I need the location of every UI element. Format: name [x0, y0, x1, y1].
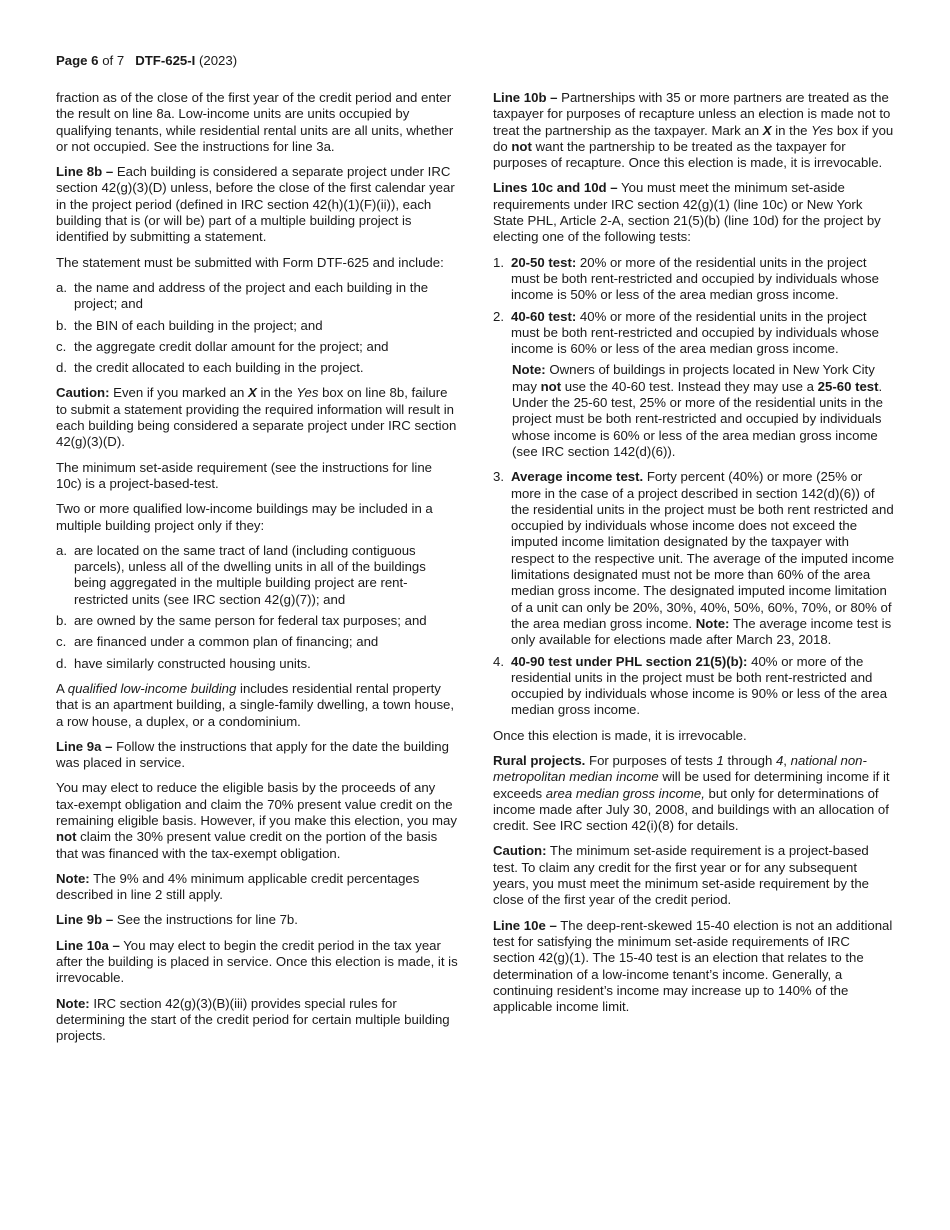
form-year: (2023): [198, 53, 238, 68]
election-paragraph: You may elect to reduce the eligible basis by the proceeds of any tax-exempt obligation and claim the 70% present value credit on the remaining eligible basis. However, if you make this election, you may not claim the 30% present value credit on the portion of the basis that was financed with the tax-exempt obligation.: [56, 780, 457, 861]
list-item: b. the BIN of each building in the project; and: [56, 317, 323, 333]
line-10a-paragraph: Line 10a – You may elect to begin the credit period in the tax year after the building is placed in service. Once this election is made, it is irrevocable.: [56, 937, 458, 986]
list-item: 4. 40-90 test under PHL section 21(5)(b): 40% or more of the residential units in the project must be both rent-restricted and occupied by individuals whose income is 90% or less of the area median gross income.: [493, 653, 888, 718]
line-10c-10d-paragraph: Lines 10c and 10d – You must meet the minimum set-aside requirements under IRC section 42(g)(1) (line 10c) or New York State PHL, Article 2-A, section 21(5)(b) (line 10d) for the project by electing one of the following tests:: [493, 180, 881, 245]
note-credit-percentages: Note: The 9% and 4% minimum applicable credit percentages described in line 2 still apply.: [56, 870, 420, 903]
rural-projects-paragraph: Rural projects. For purposes of tests 1 through 4, national non-metropolitan median income will be used for determining income if it exceeds area median gross income, but only for determinations of income made after July 30, 2008, and buildings with an allocation of credit. See IRC section 42(i)(8) for details.: [493, 752, 890, 834]
line-8b-paragraph: Line 8b – Each building is considered a separate project under IRC section 42(g)(3)(D) unless, before the close of the first calendar year in the project period (defined in IRC section 42(h)(1)(F)(ii)), each building that is (or will be) part of a multiple building project is identified by submitting a statement.: [56, 164, 455, 245]
line-9a-paragraph: Line 9a – Follow the instructions that apply for the date the building was placed in service.: [56, 738, 449, 771]
statement-intro: The statement must be submitted with Form DTF-625 and include:: [56, 254, 444, 270]
min-set-aside-paragraph: The minimum set-aside requirement (see the instructions for line 10c) is a project-based-test.: [56, 459, 432, 491]
list-item: 1. 20-50 test: 20% or more of the residential units in the project must be both rent-restricted and occupied by individuals whose income is 50% or less of the area median gross income.: [493, 254, 879, 303]
list-item: c. the aggregate credit dollar amount for the project; and: [56, 338, 389, 354]
note-credit-period: Note: IRC section 42(g)(3)(B)(iii) provides special rules for determining the start of the credit period for certain multiple building projects.: [56, 995, 450, 1044]
page-number: Page 6: [56, 53, 99, 68]
caution-paragraph: Caution: The minimum set-aside requirement is a project-based test. To claim any credit for the first year or for any subsequent years, you must meet the minimum set-aside requirement by the close of the first year of the credit period.: [493, 843, 869, 908]
paragraph-continuation: fraction as of the close of the first year of the credit period and enter the result on line 8a. Low-income units are units occupied by qualifying tenants, while residential rental units are all units, whether or not occupied. See the instructions for line 3a.: [56, 90, 454, 154]
list-item: 3. Average income test. Forty percent (40%) or more (25% or more in the case of a project described in section 142(d)(6)) of the residential units in the project must be both rent restricted and occupied by individuals whose income does not exceed the imputed income limitation designated by the taxpayer with respect to the respective unit. The average of the imputed income limitations designated must not be more than 60% of the area median gross income. The designated imputed income limitation of a unit can only be 20%, 30%, 40%, 50%, 60%, 70%, or 80% of the area median gross income. Note: The average income test is only available for elections made after March 23, 2018.: [493, 469, 895, 648]
line-9b-paragraph: Line 9b – See the instructions for line 7b.: [56, 912, 298, 928]
list-item: b. are owned by the same person for federal tax purposes; and: [56, 613, 427, 629]
multiple-building-list: [56, 543, 460, 672]
multiple-building-intro: Two or more qualified low-income buildings may be included in a multiple building project only if they:: [56, 501, 433, 533]
line-10b-paragraph: Line 10b – Partnerships with 35 or more partners are treated as the taxpayer for purposes of recapture unless an election is made not to treat the partnership as the taxpayer. Mark an X in the Yes box if you do not want the partnership to be treated as the taxpayer for purposes of recapture. Once this election is made, it is irrevocable.: [493, 90, 894, 171]
list-item: c. are financed under a common plan of financing; and: [56, 634, 379, 650]
set-aside-tests-list: [493, 255, 895, 719]
irrevocable-paragraph: Once this election is made, it is irrevocable.: [493, 727, 747, 743]
page-header: [56, 53, 237, 69]
note-25-60-test: Note: Owners of buildings in projects located in New York City may not use the 40-60 test. Instead they may use a 25-60 test. Under the 25-60 test, 25% or more of the residential units in the project must be both rent-restricted and occupied by individuals whose income is 60% or less of the area median gross income (see IRC section 142(d)(6)).: [512, 362, 883, 459]
left-column: [56, 90, 460, 1054]
list-item: a. are located on the same tract of land (including contiguous parcels), unless all of the dwelling units in all of the buildings being aggregated in the multiple building project are rent-restricted units (see IRC section 42(g)(7)); and: [56, 542, 426, 607]
list-item: d. have similarly constructed housing units.: [56, 655, 311, 671]
list-item: d. the credit allocated to each building in the project.: [56, 360, 364, 376]
right-column: [493, 90, 895, 1024]
statement-list: [56, 280, 460, 376]
qualified-building-paragraph: A qualified low-income building includes residential rental property that is an apartment building, a single-family dwelling, a town house, a row house, a duplex, or a condominium.: [56, 680, 455, 729]
form-id: DTF-625-I: [135, 53, 196, 68]
list-item: 2. 40-60 test: 40% or more of the residential units in the project must be both rent-restricted and occupied by individuals whose income is 60% or less of the area median gross income.: [493, 308, 879, 357]
list-item: a. the name and address of the project and each building in the project; and: [56, 279, 429, 312]
line-10e-paragraph: Line 10e – The deep-rent-skewed 15-40 election is not an additional test for satisfying the minimum set-aside requirements of IRC section 42(g)(1). The 15-40 test is an election that relates to the determination of a low-income tenant’s income. Generally, a continuing resident’s income may increase up to 140% of the applicable income limit.: [493, 917, 893, 1015]
caution-paragraph: Caution: Even if you marked an X in the Yes box on line 8b, failure to submit a statement providing the required information will result in each building being considered a separate project under IRC section 42(g)(3)(D).: [56, 385, 457, 450]
page-total: of 7: [102, 53, 125, 68]
